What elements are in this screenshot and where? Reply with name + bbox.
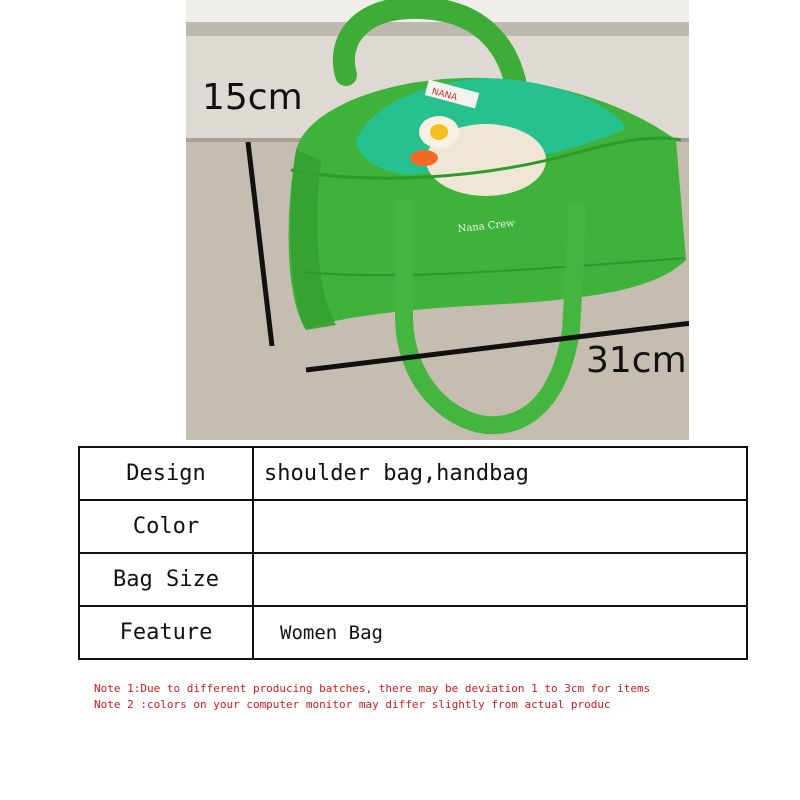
bag-tag-text: NANA <box>430 86 459 104</box>
design-key: Design <box>79 447 253 500</box>
spec-table <box>78 446 748 660</box>
bag-size-key: Bag Size <box>79 553 253 606</box>
note-2: Note 2 :colors on your computer monitor may differ slightly from actual produc <box>94 698 611 711</box>
design-value: shoulder bag,handbag <box>253 447 747 500</box>
feature-value: Women Bag <box>253 606 747 659</box>
notes <box>94 681 650 713</box>
color-key: Color <box>79 500 253 553</box>
color-value <box>253 500 747 553</box>
table-row <box>79 447 747 500</box>
table-row <box>79 553 747 606</box>
feature-key: Feature <box>79 606 253 659</box>
height-dimension-label: 15cm <box>202 77 303 118</box>
bag-logo-text: Nana Crew <box>457 218 516 235</box>
table-row <box>79 606 747 659</box>
table-row <box>79 500 747 553</box>
note-1: Note 1:Due to different producing batches, there may be deviation 1 to 3cm for items <box>94 682 651 695</box>
width-dimension-label: 31cm <box>586 340 687 381</box>
bag-size-value <box>253 553 747 606</box>
